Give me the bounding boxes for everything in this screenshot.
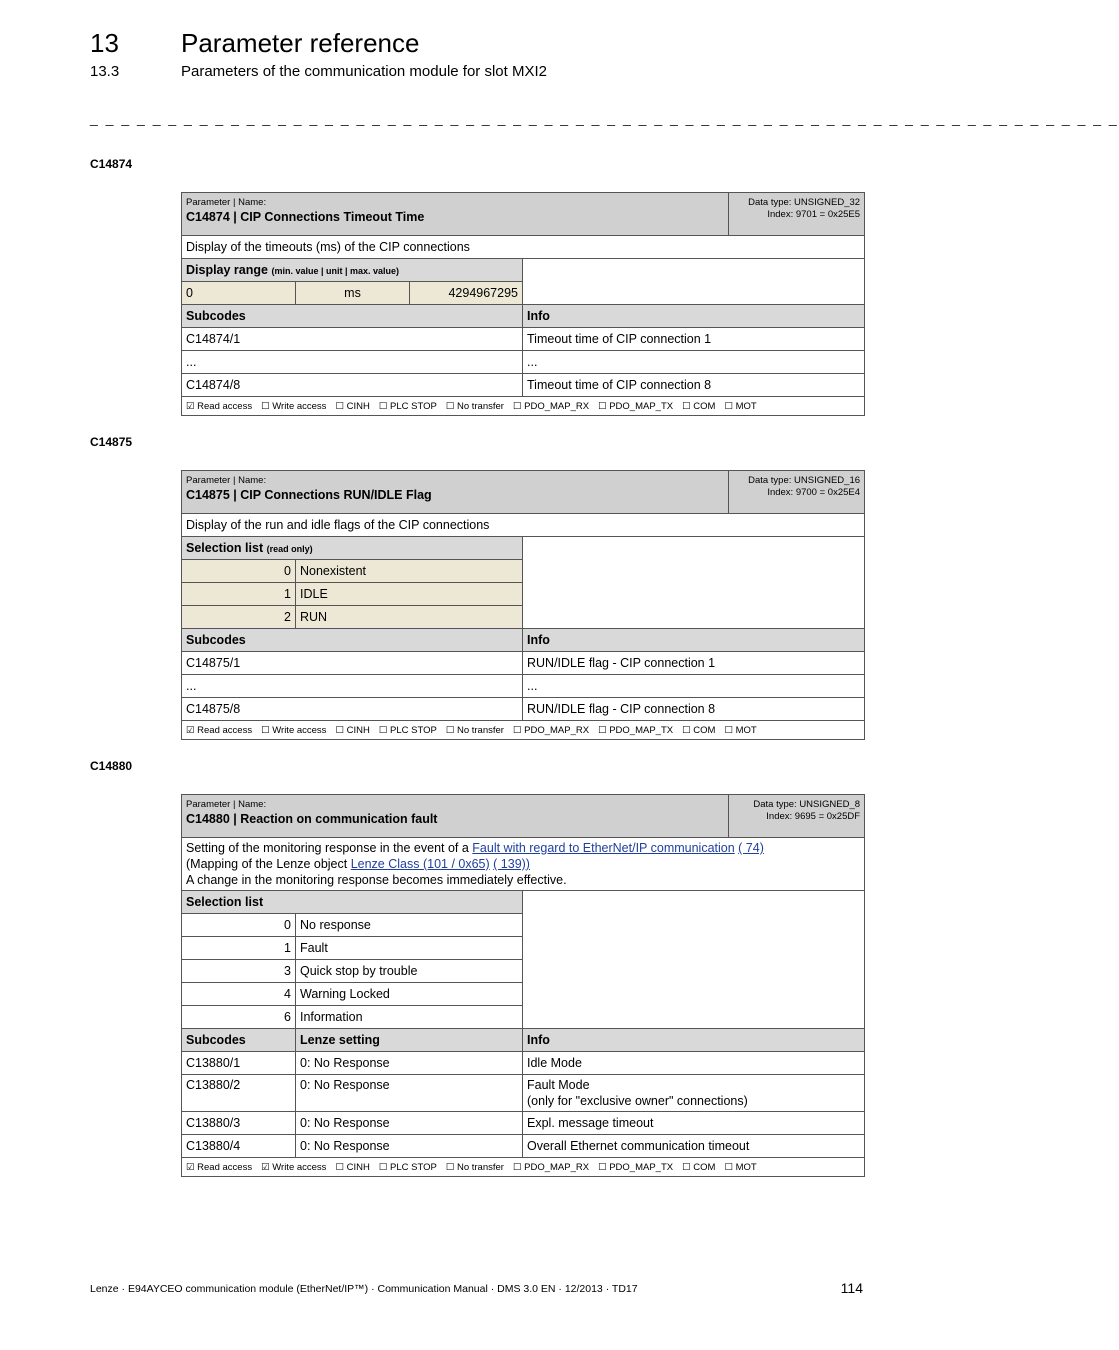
flag-pdo-map-tx: ☐ PDO_MAP_TX (598, 1161, 674, 1173)
subcode: ... (182, 675, 523, 698)
display-range-label: Display range (186, 263, 268, 277)
param-description (182, 838, 865, 891)
option-text: Fault (296, 937, 523, 960)
subcode-info: Timeout time of CIP connection 8 (523, 374, 865, 397)
flag-plc-stop: ☐ PLC STOP (378, 400, 437, 412)
subcodes-header: Subcodes (182, 305, 523, 328)
empty-cell (523, 891, 865, 1029)
subcodes-header: Subcodes (182, 629, 523, 652)
param-name: C14875 | CIP Connections RUN/IDLE Flag (186, 488, 432, 502)
option-text: No response (296, 914, 523, 937)
subcode: C13880/1 (182, 1052, 296, 1075)
lenze-setting: 0: No Response (296, 1112, 523, 1135)
range-unit: ms (296, 282, 410, 305)
flag-write-access: ☑ Write access (261, 1161, 327, 1173)
table-row (182, 1075, 865, 1112)
param-index: Index: 9695 = 0x25DF (766, 811, 861, 822)
subcode: C13880/2 (182, 1075, 296, 1112)
display-range-sublabel: (min. value | unit | max. value) (271, 266, 400, 276)
param-datatype-cell (729, 795, 865, 838)
page-ref-link[interactable]: ( 74) (738, 841, 764, 855)
param-name: C14880 | Reaction on communication fault (186, 812, 438, 826)
chapter-number: 13 (90, 28, 119, 58)
lenze-class-link[interactable]: Lenze Class (101 / 0x65) (350, 857, 490, 871)
option-text: RUN (296, 606, 523, 629)
param-label-c14880: C14880 (90, 759, 133, 773)
subcodes-header: Subcodes (182, 1029, 296, 1052)
flag-read-access: ☑ Read access (186, 400, 253, 412)
option-value: 6 (182, 1006, 296, 1029)
param-table-c14874 (181, 192, 865, 416)
subcode-info: ... (523, 675, 865, 698)
param-table-c14880 (181, 794, 865, 1177)
param-label-c14875: C14875 (90, 435, 133, 449)
subcode: C13880/4 (182, 1135, 296, 1158)
option-value: 0 (182, 560, 296, 583)
option-text: Nonexistent (296, 560, 523, 583)
page-ref-link[interactable]: ( 139)) (493, 857, 530, 871)
lenze-setting: 0: No Response (296, 1135, 523, 1158)
flag-com: ☐ COM (682, 400, 716, 412)
param-header-caption: Parameter | Name: (186, 475, 267, 486)
data-type: Data type: UNSIGNED_8 (753, 799, 861, 810)
flag-plc-stop: ☐ PLC STOP (378, 1161, 437, 1173)
subcode-info: Expl. message timeout (523, 1112, 865, 1135)
flag-cinh: ☐ CINH (335, 724, 370, 736)
section-number: 13.3 (90, 63, 120, 80)
subcode-info: RUN/IDLE flag - CIP connection 1 (523, 652, 865, 675)
option-text: Information (296, 1006, 523, 1029)
lenze-setting: 0: No Response (296, 1052, 523, 1075)
info-header: Info (523, 1029, 865, 1052)
flag-pdo-map-rx: ☐ PDO_MAP_RX (512, 724, 590, 736)
section-title: Parameters of the communication module for slot MXI2 (181, 63, 547, 80)
range-min: 0 (182, 282, 296, 305)
subcode-info (523, 1075, 865, 1112)
subcode-info-note: (only for "exclusive owner" connections) (527, 1094, 748, 1108)
subcode-info: ... (523, 351, 865, 374)
option-value: 1 (182, 937, 296, 960)
param-header (182, 193, 729, 236)
subcode-info-line: Fault Mode (527, 1078, 590, 1092)
param-description: Display of the run and idle flags of the CIP connections (182, 514, 865, 537)
flag-com: ☐ COM (682, 724, 716, 736)
subcode: C13880/3 (182, 1112, 296, 1135)
desc-text: Setting of the monitoring response in the event of a (186, 841, 473, 855)
selection-list-header: Selection list (182, 891, 523, 914)
param-name: C14874 | CIP Connections Timeout Time (186, 210, 425, 224)
data-type: Data type: UNSIGNED_16 (748, 475, 861, 486)
data-type: Data type: UNSIGNED_32 (748, 197, 861, 208)
table-row (182, 374, 865, 397)
info-header: Info (523, 305, 865, 328)
option-value: 2 (182, 606, 296, 629)
table-row (182, 675, 865, 698)
empty-cell (523, 259, 865, 305)
param-header-caption: Parameter | Name: (186, 197, 267, 208)
param-datatype-cell (729, 471, 865, 514)
option-text: Warning Locked (296, 983, 523, 1006)
desc-text: A change in the monitoring response becomes immediately effective. (186, 873, 567, 887)
page-footer: Lenze · E94AYCEO communication module (EtherNet/IP™) · Communication Manual · DMS 3.0 EN · 12/2013 · TD17 (90, 1283, 638, 1295)
flag-mot: ☐ MOT (724, 400, 757, 412)
option-text: Quick stop by trouble (296, 960, 523, 983)
display-range-header (182, 259, 523, 282)
option-text: IDLE (296, 583, 523, 606)
subcode: C14874/1 (182, 328, 523, 351)
subcode: C14875/8 (182, 698, 523, 721)
access-flags (182, 721, 865, 740)
flag-pdo-map-rx: ☐ PDO_MAP_RX (512, 1161, 590, 1173)
table-row (182, 328, 865, 351)
param-datatype-cell (729, 193, 865, 236)
flag-mot: ☐ MOT (724, 1161, 757, 1173)
flag-write-access: ☐ Write access (261, 400, 327, 412)
empty-cell (523, 537, 865, 629)
subcode-info: Timeout time of CIP connection 1 (523, 328, 865, 351)
range-max: 4294967295 (410, 282, 523, 305)
flag-no-transfer: ☐ No transfer (445, 724, 504, 736)
subcode: C14875/1 (182, 652, 523, 675)
lenze-setting: 0: No Response (296, 1075, 523, 1112)
option-value: 4 (182, 983, 296, 1006)
flag-pdo-map-rx: ☐ PDO_MAP_RX (512, 400, 590, 412)
param-label-c14874: C14874 (90, 157, 133, 171)
selection-list-header (182, 537, 523, 560)
table-row (182, 1135, 865, 1158)
flag-mot: ☐ MOT (724, 724, 757, 736)
flag-no-transfer: ☐ No transfer (445, 1161, 504, 1173)
param-header (182, 795, 729, 838)
flag-pdo-map-tx: ☐ PDO_MAP_TX (598, 400, 674, 412)
param-header (182, 471, 729, 514)
flag-com: ☐ COM (682, 1161, 716, 1173)
info-header: Info (523, 629, 865, 652)
param-header-caption: Parameter | Name: (186, 799, 267, 810)
flag-cinh: ☐ CINH (335, 400, 370, 412)
option-value: 1 (182, 583, 296, 606)
subcode-info: Idle Mode (523, 1052, 865, 1075)
flag-no-transfer: ☐ No transfer (445, 400, 504, 412)
param-description: Display of the timeouts (ms) of the CIP connections (182, 236, 865, 259)
flag-cinh: ☐ CINH (335, 1161, 370, 1173)
chapter-title: Parameter reference (181, 28, 420, 58)
option-value: 3 (182, 960, 296, 983)
lenze-setting-header: Lenze setting (296, 1029, 523, 1052)
table-row (182, 652, 865, 675)
selection-list-label: Selection list (186, 541, 264, 555)
desc-text: (Mapping of the Lenze object (186, 857, 351, 871)
option-value: 0 (182, 914, 296, 937)
flag-pdo-map-tx: ☐ PDO_MAP_TX (598, 724, 674, 736)
param-table-c14875 (181, 470, 865, 740)
access-flags (182, 1158, 865, 1177)
subcode: C14874/8 (182, 374, 523, 397)
fault-link[interactable]: Fault with regard to EtherNet/IP communication (472, 841, 735, 855)
table-row (182, 1052, 865, 1075)
param-index: Index: 9701 = 0x25E5 (767, 209, 861, 220)
subcode: ... (182, 351, 523, 374)
access-flags (182, 397, 865, 416)
flag-read-access: ☑ Read access (186, 1161, 253, 1173)
table-row (182, 1112, 865, 1135)
flag-write-access: ☐ Write access (261, 724, 327, 736)
subcode-info: Overall Ethernet communication timeout (523, 1135, 865, 1158)
flag-plc-stop: ☐ PLC STOP (378, 724, 437, 736)
flag-read-access: ☑ Read access (186, 724, 253, 736)
subcode-info: RUN/IDLE flag - CIP connection 8 (523, 698, 865, 721)
table-row (182, 351, 865, 374)
param-index: Index: 9700 = 0x25E4 (767, 487, 861, 498)
header-divider: _ _ _ _ _ _ _ _ _ _ _ _ _ _ _ _ _ _ _ _ _ _ _ _ _ _ _ _ _ _ _ _ _ _ _ _ _ _ _ _ _ _ _ _ _ _ _ _ _ _ _ _ _ _ _ _ _ _ _ _ _ _ _ _ _ _ (90, 110, 1119, 126)
table-row (182, 698, 865, 721)
page-number: 114 (840, 1280, 863, 1296)
selection-list-sublabel: (read only) (266, 544, 313, 554)
